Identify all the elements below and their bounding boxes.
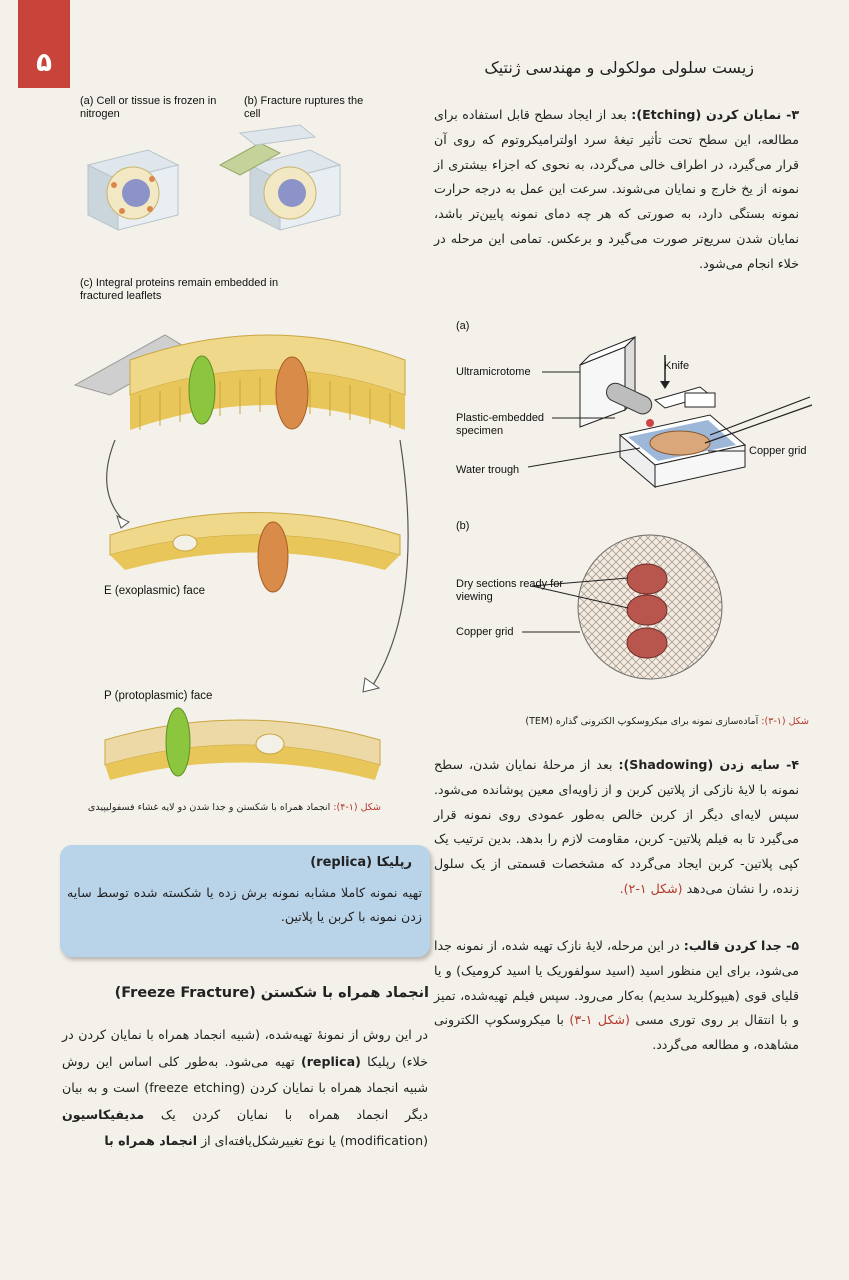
fig-left-label-a: (a) Cell or tissue is frozen in nitrogen [80,95,217,120]
label-knife: Knife [664,360,690,372]
copper-grid-diagram [440,530,740,690]
callout-body: تهیه نمونه کاملا مشابه نمونه برش زده یا شکسته شده توسط سایه زدن نمونه با کربن یا پلاتین. [67,885,422,924]
fig-left-caption: شکل (۱-۴): انجماد همراه با شکستن و جدا شدن دو لایه غشاء فسفولیپیدی [87,802,381,813]
section-heading-freeze-fracture: انجماد همراه با شکستن (Freeze Fracture) [114,985,429,1001]
replica-definition-box [60,845,430,957]
label-copper-grid-top: Copper grid [749,445,807,457]
fig-right-caption: شکل (۱-۳): آماده‌سازی نمونه برای میکروسکوپ الکترونی گذاره (TEM) [525,716,809,727]
fig-left-label-b: (b) Fracture ruptures the cell [244,95,364,120]
callout-title: رپلیکا (replica) [310,855,412,870]
fractured-cell-block [220,125,350,235]
paragraph-removing-mold: ۵- جدا کردن قالب: در این مرحله، لایهٔ نازک تهیه شده، از نمونه جدا می‌شود، برای این منظور اسید (اسید سولفوریک یا اسید کرومیک) و یا قلیای قوی (هیپوکلرید سدیم) به‌کار می‌رود. سپس فیلم تهیه‌شده، تمیز و با انتقال بر روی توری مسی (شکل ۱-۳) با میکروسکوپ الکترونی مشاهده، و مطالعه می‌گردد. [434,938,799,1053]
fig-right-label-a: (a) [456,320,470,332]
paragraph-etching: ۳- نمایان کردن (Etching): بعد از ایجاد سطح قابل استفاده برای مطالعه، این سطح تحت تأثیر تیغهٔ سرد اولترامیکروتوم که روی آن قرار می‌گیرد، در اطراف خالی می‌گردد، به نحوی که اجزاء بیشتری از نمونه از یخ خارج و نمایان می‌شوند. سرعت این عمل به درجه حرارت نمونه بستگی دارد، به صورتی که هر چه دمای نمونه پایین‌تر باشد، نمایان شدن سریع‌تر صورت می‌گیرد و برعکس. تمامی این مرحله در خلاء انجام می‌شود. [434,107,799,271]
e-face-leaflet [105,495,405,595]
running-title: زیست سلولی مولکولی و مهندسی ژنتیک [484,58,754,77]
paragraph-freeze-fracture: در این روش از نمونهٔ تهیه‌شده، (شبیه انجماد همراه با نمایان کردن در خلاء) رپلیکا (replica) تهیه می‌شود. به‌طور کلی اساس این روش شبیه انجماد همراه با نمایان کردن (freeze etching) است و به بیان دیگر انجماد همراه با نمایان کردن یک مدیفیکاسیون (modification) یا نوع تغییرشکل‌یافته‌ای از انجماد همراه با [62,1027,428,1148]
frozen-tissue-block [78,135,188,235]
label-water-trough: Water trough [456,464,520,476]
p-face-label: P (protoplasmic) face [104,690,213,702]
fig-left-label-c: (c) Integral proteins remain embedded in fractured leaflets [80,277,279,302]
page-number: ۵ [36,48,52,78]
label-dry-sections: Dry sections ready for viewing [456,578,563,603]
membrane-bilayer-whole [70,315,415,445]
label-copper-grid-bottom: Copper grid [456,626,514,638]
fig-right-label-b: (b) [456,520,470,532]
label-plastic-specimen: Plastic-embedded specimen [456,412,545,437]
label-ultramicrotome: Ultramicrotome [456,366,531,378]
paragraph-shadowing: ۴- سایه زدن (Shadowing): بعد از مرحلهٔ نمایان شدن، سطح نمونه با لایهٔ نازکی از پلاتین کربن و از زاویه‌ای معین پوشانده می‌شود. سپس لایه‌ای دیگر از کربن خالص به‌طور عمودی روی نمونه قرار می‌گیرد تا به فیلم پلاتین- کربن، مقاومت لازم را بدهد. بدین ترتیب یک کپی پلاتین- کربن ایجاد می‌گردد که مشخصات قسمتی از یک سلول زنده، را نشان می‌دهد (شکل ۱-۲). [434,757,799,896]
e-face-label: E (exoplasmic) face [104,585,205,597]
p-face-leaflet [100,700,390,790]
